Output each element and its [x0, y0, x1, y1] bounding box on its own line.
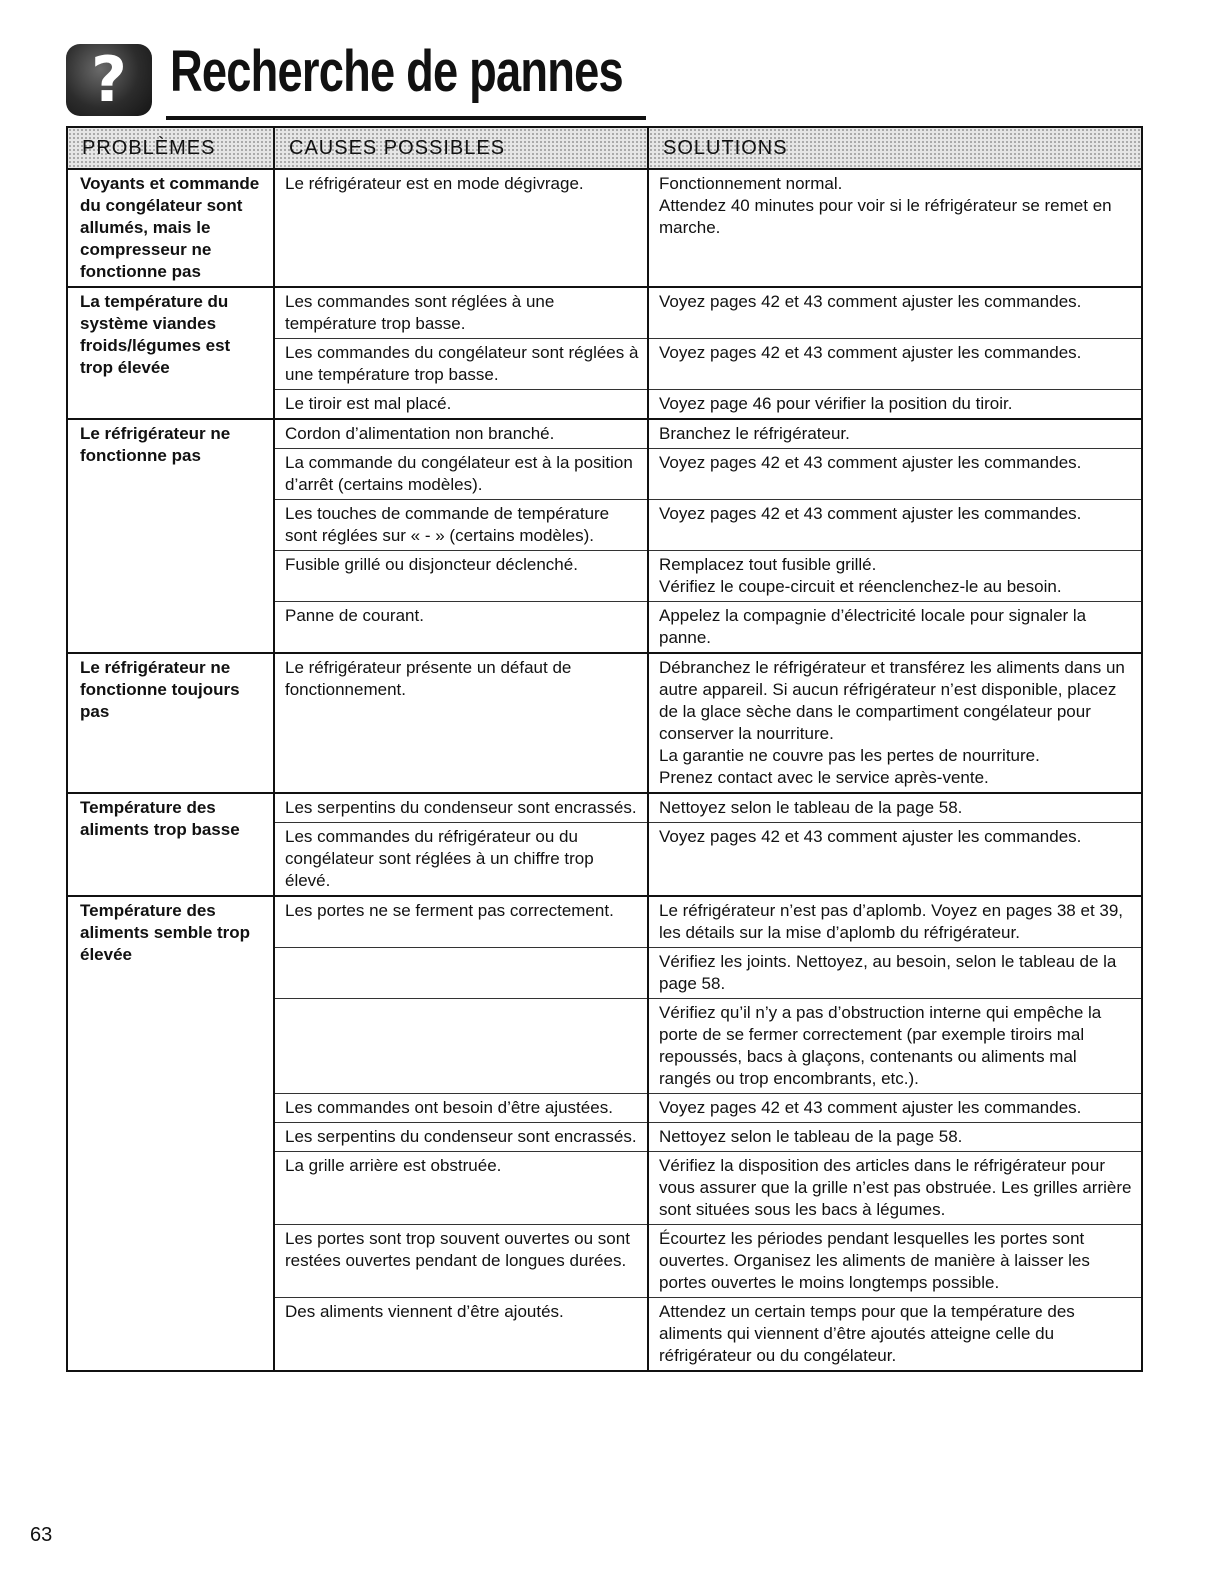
solution-line: Branchez le réfrigérateur. — [659, 424, 850, 443]
solution-cell — [648, 449, 1142, 500]
title-underline — [166, 116, 646, 120]
solution-cell — [648, 653, 1142, 793]
solution-line: Fonctionnement normal. — [659, 174, 843, 193]
problem-cell: Température des aliments semble trop élevée — [67, 896, 274, 1371]
solution-line: Voyez pages 42 et 43 comment ajuster les commandes. — [659, 453, 1082, 472]
cause-cell: Les serpentins du condenseur sont encrassés. — [274, 793, 648, 823]
table-row — [67, 419, 1142, 449]
solution-line: Nettoyez selon le tableau de la page 58. — [659, 1127, 963, 1146]
table-row — [67, 169, 1142, 287]
cause-cell: Le tiroir est mal placé. — [274, 390, 648, 420]
solution-cell — [648, 500, 1142, 551]
solution-cell — [648, 1298, 1142, 1372]
solution-line: Vérifiez qu’il n’y a pas d’obstruction interne qui empêche la porte de se fermer correctement (par exemple tiroirs mal repoussés, bacs à glaçons, contenants ou aliments mal rangés ou trop encombrants, etc.). — [659, 1003, 1102, 1088]
cause-cell: La commande du congélateur est à la position d’arrêt (certains modèles). — [274, 449, 648, 500]
solution-line: Voyez pages 42 et 43 comment ajuster les commandes. — [659, 504, 1082, 523]
page-header — [66, 36, 646, 120]
solution-cell — [648, 287, 1142, 339]
solution-line: Débranchez le réfrigérateur et transférez les aliments dans un autre appareil. Si aucun réfrigérateur n’est disponible, placez de la glace sèche dans le compartiment congélateur pour conserver la nourriture. — [659, 658, 1125, 743]
solution-cell — [648, 419, 1142, 449]
solution-cell — [648, 1123, 1142, 1152]
cause-cell: Des aliments viennent d’être ajoutés. — [274, 1298, 648, 1372]
solution-cell — [648, 1094, 1142, 1123]
solution-line: Voyez page 46 pour vérifier la position du tiroir. — [659, 394, 1013, 413]
solution-cell — [648, 948, 1142, 999]
column-header-causes: CAUSES POSSIBLES — [274, 127, 648, 169]
solution-line: Nettoyez selon le tableau de la page 58. — [659, 798, 963, 817]
column-header-solutions: SOLUTIONS — [648, 127, 1142, 169]
solution-cell — [648, 339, 1142, 390]
page-title: Recherche de pannes — [170, 39, 623, 104]
cause-cell — [274, 999, 648, 1094]
cause-cell: Les touches de commande de température sont réglées sur « - » (certains modèles). — [274, 500, 648, 551]
solution-line: Attendez un certain temps pour que la température des aliments qui viennent d’être ajoutés atteigne celle du réfrigérateur ou du congélateur. — [659, 1302, 1075, 1365]
problem-cell: Température des aliments trop basse — [67, 793, 274, 896]
solution-line: Le réfrigérateur n’est pas d’aplomb. Voyez en pages 38 et 39, les détails sur la mise d’aplomb du réfrigérateur. — [659, 901, 1124, 942]
cause-cell: Les portes ne se ferment pas correctement. — [274, 896, 648, 948]
solution-cell — [648, 896, 1142, 948]
cause-cell: Le réfrigérateur présente un défaut de fonctionnement. — [274, 653, 648, 793]
solution-cell — [648, 551, 1142, 602]
solution-cell — [648, 823, 1142, 897]
solution-line: La garantie ne couvre pas les pertes de nourriture. — [659, 746, 1040, 765]
cause-cell: Les commandes du congélateur sont réglées à une température trop basse. — [274, 339, 648, 390]
question-mark-icon — [66, 44, 152, 116]
cause-cell: Les commandes ont besoin d’être ajustées. — [274, 1094, 648, 1123]
problem-cell: Voyants et commande du congélateur sont allumés, mais le compresseur ne fonctionne pas — [67, 169, 274, 287]
solution-line: Voyez pages 42 et 43 comment ajuster les commandes. — [659, 292, 1082, 311]
solution-line: Remplacez tout fusible grillé. — [659, 555, 877, 574]
solution-line: Vérifiez les joints. Nettoyez, au besoin, selon le tableau de la page 58. — [659, 952, 1117, 993]
solution-cell — [648, 1152, 1142, 1225]
troubleshooting-table-container — [66, 126, 1141, 1372]
solution-line: Voyez pages 42 et 43 comment ajuster les commandes. — [659, 827, 1082, 846]
solution-cell — [648, 1225, 1142, 1298]
solution-line: Voyez pages 42 et 43 comment ajuster les commandes. — [659, 343, 1082, 362]
solution-cell — [648, 999, 1142, 1094]
table-header-row — [67, 127, 1142, 169]
problem-cell: Le réfrigérateur ne fonctionne toujours pas — [67, 653, 274, 793]
cause-cell: Les commandes du réfrigérateur ou du congélateur sont réglées à un chiffre trop élevé. — [274, 823, 648, 897]
table-row — [67, 793, 1142, 823]
solution-cell — [648, 793, 1142, 823]
solution-line: Vérifiez le coupe-circuit et réenclenchez-le au besoin. — [659, 577, 1062, 596]
table-row — [67, 653, 1142, 793]
solution-line: Vérifiez la disposition des articles dans le réfrigérateur pour vous assurer que la grille n’est pas obstruée. Les grilles arrière sont situées sous les bacs à légumes. — [659, 1156, 1132, 1219]
solution-line: Attendez 40 minutes pour voir si le réfrigérateur se remet en marche. — [659, 196, 1112, 237]
table-row — [67, 287, 1142, 339]
solution-line: Prenez contact avec le service après-vente. — [659, 768, 989, 787]
solution-cell — [648, 602, 1142, 654]
cause-cell: Fusible grillé ou disjoncteur déclenché. — [274, 551, 648, 602]
column-header-problems: PROBLÈMES — [67, 127, 274, 169]
cause-cell: Le réfrigérateur est en mode dégivrage. — [274, 169, 648, 287]
solution-cell — [648, 169, 1142, 287]
cause-cell: Les portes sont trop souvent ouvertes ou sont restées ouvertes pendant de longues durées. — [274, 1225, 648, 1298]
table-row — [67, 896, 1142, 948]
cause-cell: La grille arrière est obstruée. — [274, 1152, 648, 1225]
cause-cell: Cordon d’alimentation non branché. — [274, 419, 648, 449]
solution-line: Voyez pages 42 et 43 comment ajuster les commandes. — [659, 1098, 1082, 1117]
solution-line: Écourtez les périodes pendant lesquelles les portes sont ouvertes. Organisez les aliments de manière à laisser les portes ouvertes le moins longtemps possible. — [659, 1229, 1090, 1292]
page-number: 63 — [30, 1524, 53, 1546]
troubleshooting-table — [66, 126, 1143, 1372]
cause-cell — [274, 948, 648, 999]
cause-cell: Panne de courant. — [274, 602, 648, 654]
problem-cell: Le réfrigérateur ne fonctionne pas — [67, 419, 274, 653]
solution-cell — [648, 390, 1142, 420]
problem-cell: La température du système viandes froids/légumes est trop élevée — [67, 287, 274, 419]
cause-cell: Les commandes sont réglées à une température trop basse. — [274, 287, 648, 339]
question-mark-glyph: ? — [91, 43, 127, 116]
solution-line: Appelez la compagnie d’électricité locale pour signaler la panne. — [659, 606, 1087, 647]
cause-cell: Les serpentins du condenseur sont encrassés. — [274, 1123, 648, 1152]
table-body — [67, 169, 1142, 1371]
